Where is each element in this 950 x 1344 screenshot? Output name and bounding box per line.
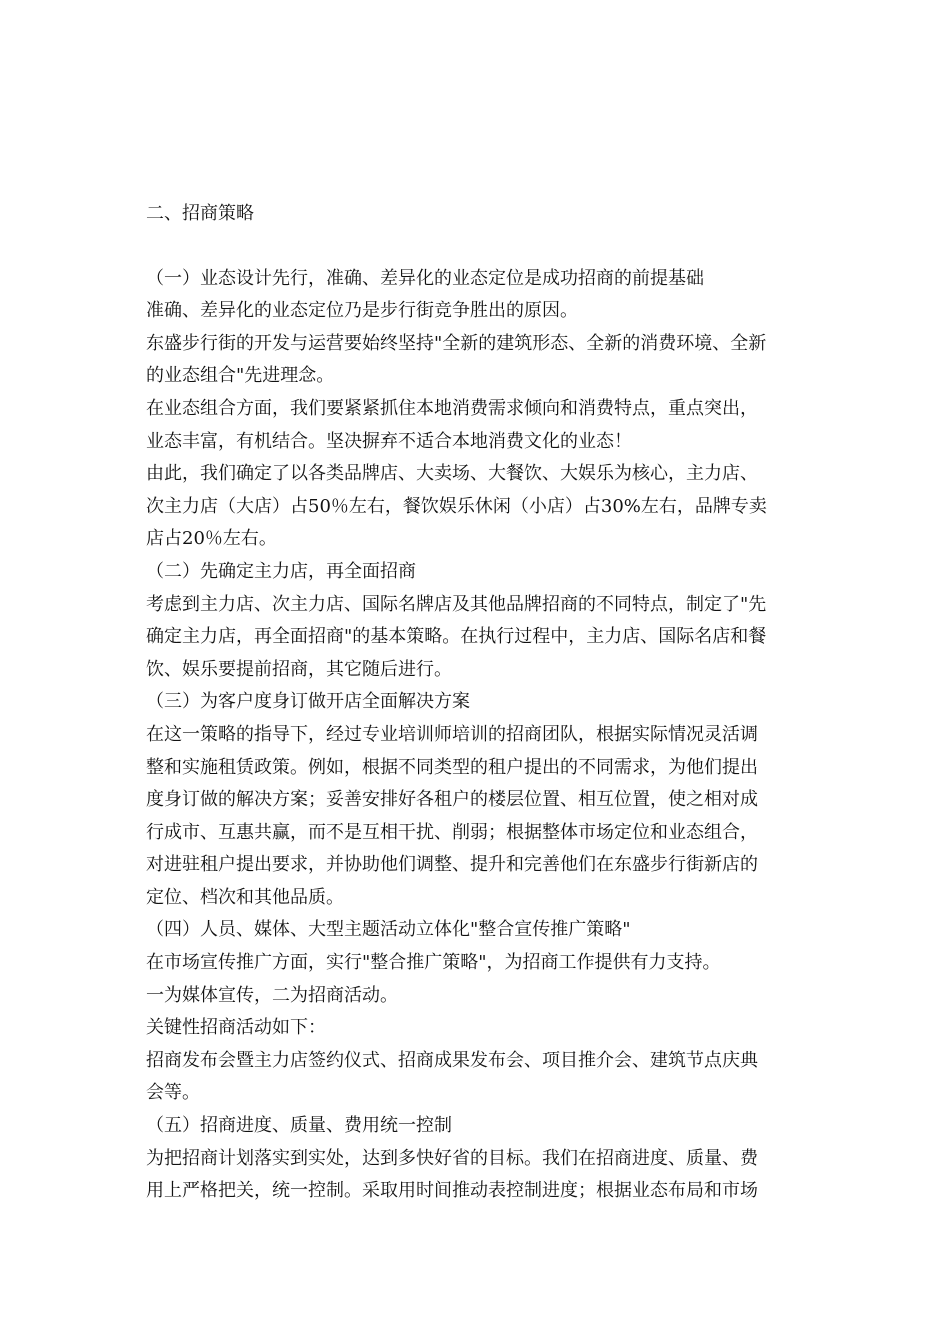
text-line: 次主力店（大店）占50％左右，餐饮娱乐休闲（小店）占30%左右，品牌专卖 xyxy=(146,495,767,517)
text-line: 关键性招商活动如下： xyxy=(146,1017,326,1039)
text-line: 确定主力店，再全面招商"的基本策略。在执行过程中，主力店、国际名店和餐 xyxy=(146,626,767,648)
text-line: （三）为客户度身订做开店全面解决方案 xyxy=(146,691,470,713)
text-line: 店占20％左右。 xyxy=(146,528,277,550)
text-line: 用上严格把关，统一控制。采取用时间推动表控制进度；根据业态布局和市场 xyxy=(146,1180,758,1202)
text-line: 准确、差异化的业态定位乃是步行街竞争胜出的原因。 xyxy=(146,300,578,322)
text-line: （一）业态设计先行，准确、差异化的业态定位是成功招商的前提基础 xyxy=(146,267,704,289)
section-title: 二、招商策略 xyxy=(146,203,254,224)
text-line: 整和实施租赁政策。例如，根据不同类型的租户提出的不同需求，为他们提出 xyxy=(146,756,758,778)
text-line: 一为媒体宣传，二为招商活动。 xyxy=(146,984,398,1006)
text-line: 东盛步行街的开发与运营要始终坚持"全新的建筑形态、全新的消费环境、全新 xyxy=(146,332,767,354)
text-line: 在业态组合方面，我们要紧紧抓住本地消费需求倾向和消费特点，重点突出， xyxy=(146,397,758,419)
text-line: 在这一策略的指导下，经过专业培训师培训的招商团队，根据实际情况灵活调 xyxy=(146,723,758,745)
text-line: （四）人员、媒体、大型主题活动立体化"整合宣传推广策略" xyxy=(146,919,631,941)
text-line: 会等。 xyxy=(146,1082,200,1104)
text-line: 招商发布会暨主力店签约仪式、招商成果发布会、项目推介会、建筑节点庆典 xyxy=(146,1049,758,1071)
text-line: 由此，我们确定了以各类品牌店、大卖场、大餐饮、大娱乐为核心，主力店、 xyxy=(146,463,758,485)
text-line: 对进驻租户提出要求，并协助他们调整、提升和完善他们在东盛步行街新店的 xyxy=(146,854,758,876)
text-line: 定位、档次和其他品质。 xyxy=(146,886,344,908)
text-line: 为把招商计划落实到实处，达到多快好省的目标。我们在招商进度、质量、费 xyxy=(146,1147,758,1169)
text-line: 饮、娱乐要提前招商，其它随后进行。 xyxy=(146,658,452,680)
text-line: 度身订做的解决方案；妥善安排好各租户的楼层位置、相互位置，使之相对成 xyxy=(146,789,758,811)
text-line: 在市场宣传推广方面，实行"整合推广策略"，为招商工作提供有力支持。 xyxy=(146,952,721,974)
text-line: 考虑到主力店、次主力店、国际名牌店及其他品牌招商的不同特点，制定了"先 xyxy=(146,593,767,615)
text-line: 业态丰富，有机结合。坚决摒弃不适合本地消费文化的业态！ xyxy=(146,430,632,452)
text-line: （二）先确定主力店，再全面招商 xyxy=(146,560,416,582)
text-line: （五）招商进度、质量、费用统一控制 xyxy=(146,1115,452,1137)
text-line: 行成市、互惠共赢，而不是互相干扰、削弱；根据整体市场定位和业态组合， xyxy=(146,821,758,843)
text-line: 的业态组合"先进理念。 xyxy=(146,365,335,387)
document-body xyxy=(146,198,811,1208)
